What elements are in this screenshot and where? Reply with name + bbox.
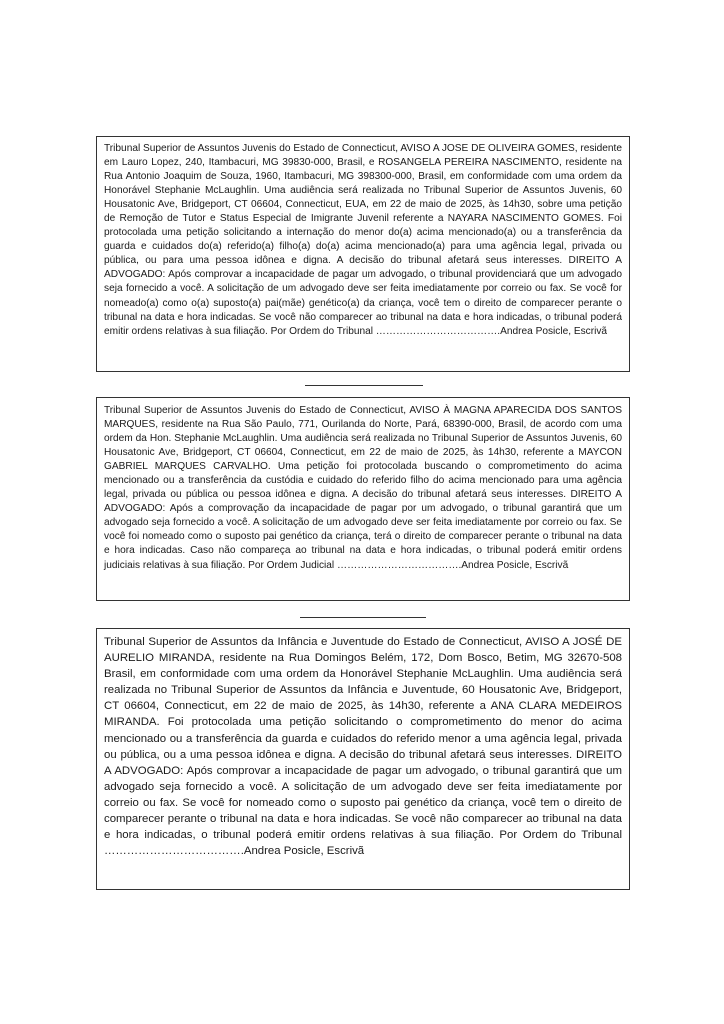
legal-notice-text: Tribunal Superior de Assuntos da Infância e Juventude do Estado de Connecticut, AVISO A JOSÉ DE AURELIO MIRANDA, residente na Rua Domingos Belém, 172, Dom Bosco, Betim, MG 32670-508 Brasil, em conformidade com uma ordem da Honorável Stephanie McLaughlin. Uma audiência será realizada no Tribunal Superior de Assuntos da Infância e Juventude, 60 Housatonic Ave, Bridgeport, CT 06604, Connecticut, em 22 de maio de 2025, às 14h30, referente a ANA CLARA MEDEIROS MIRANDA. Foi protocolada uma petição solicitando o comprometimento do menor do acima mencionado ou a transferência da guarda e cuidados do referido menor a uma agência legal, privada ou pública, ou a uma pessoa idônea e digna. A decisão do tribunal afetará seus interesses. DIREITO A ADVOGADO: Após comprovar a incapacidade de pagar um advogado, o tribunal garantirá que um advogado seja fornecido a você. A solicitação de um advogado deve ser feita imediatamente por correio ou fax. Se você for nomeado como o suposto pai genético da criança, você tem o direito de comparecer perante o tribunal na data e hora indicadas. Se você não comparecer ao tribunal na data e hora indicadas, o tribunal poderá emitir ordens relativas à sua filiação. Por Ordem do Tribunal ……………………………….Andrea Posicle, Escrivã	[104, 636, 622, 858]
separator-line	[300, 617, 426, 618]
separator-line	[305, 385, 423, 386]
legal-notice-1	[96, 136, 630, 372]
legal-notice-2	[96, 397, 630, 601]
legal-notice-3	[96, 628, 630, 890]
legal-notice-text: Tribunal Superior de Assuntos Juvenis do Estado de Connecticut, AVISO A JOSE DE OLIVEIRA GOMES, residente em Lauro Lopez, 240, Itambacuri, MG 39830-000, Brasil, e ROSANGELA PEREIRA NASCIMENTO, residente na Rua Antonio Joaquim de Souza, 1960, Itambacuri, MG 398300-000, Brasil, em conformidade com uma ordem da Honorável Stephanie McLaughlin. Uma audiência será realizada no Tribunal Superior de Assuntos Juvenis, 60 Housatonic Ave, Bridgeport, CT 06604, Connecticut, EUA, em 22 de maio de 2025, às 14h30, sobre uma petição de Remoção de Tutor e Status Especial de Imigrante Juvenil referente a NAYARA NASCIMENTO GOMES. Foi protocolada uma petição solicitando a internação do menor do(a) acima mencionado(a) ou a transferência da guarda e cuidados do(a) referido(a) filho(a) do(a) acima mencionado(a) para uma agência legal, privada ou pública, ou para uma pessoa idônea e digna. A decisão do tribunal afetará seus interesses. DIREITO A ADVOGADO: Após comprovar a incapacidade de pagar um advogado, o tribunal providenciará que um advogado seja fornecido a você. A solicitação de um advogado deve ser feita imediatamente por correio ou fax. Se você for nomeado(a) como o(a) suposto(a) pai(mãe) genético(a) da criança, você tem o direito de comparecer perante o tribunal na data e hora indicadas. Se você não comparecer ao tribunal na data e hora indicadas, o tribunal poderá emitir ordens relativas à sua filiação. Por Ordem do Tribunal ……………………………….Andrea Posicle, Escrivã	[104, 143, 622, 337]
legal-notice-text: Tribunal Superior de Assuntos Juvenis do Estado de Connecticut, AVISO À MAGNA APARECIDA DOS SANTOS MARQUES, residente na Rua São Paulo, 771, Ourilanda do Norte, Pará, 68390-000, Brasil, de acordo com uma ordem da Hon. Stephanie McLaughlin. Uma audiência será realizada no Tribunal Superior de Assuntos Juvenis, 60 Housatonic Ave, Bridgeport, CT 06604, Connecticut, em 22 de maio de 2025, às 14h30, referente a MAYCON GABRIEL MARQUES CARVALHO. Uma petição foi protocolada buscando o comprometimento do acima mencionado ou a transferência da custódia e cuidado do referido filho do acima mencionado para uma agência legal, privada ou pública ou pessoa idônea e digna. A decisão do tribunal afetará seus interesses. DIREITO A ADVOGADO: Após a comprovação da incapacidade de pagar por um advogado, o tribunal garantirá que um advogado seja fornecido a você. A solicitação de um advogado deve ser feita imediatamente por correio ou fax. Se você foi nomeado como o suposto pai genético da criança, terá o direito de comparecer perante o tribunal na data e hora indicadas. Caso não compareça ao tribunal na data e hora indicadas, o tribunal poderá emitir ordens judiciais relativas à sua filiação. Por Ordem Judicial ……………………………….Andrea Posicle, Escrivã	[104, 405, 622, 571]
